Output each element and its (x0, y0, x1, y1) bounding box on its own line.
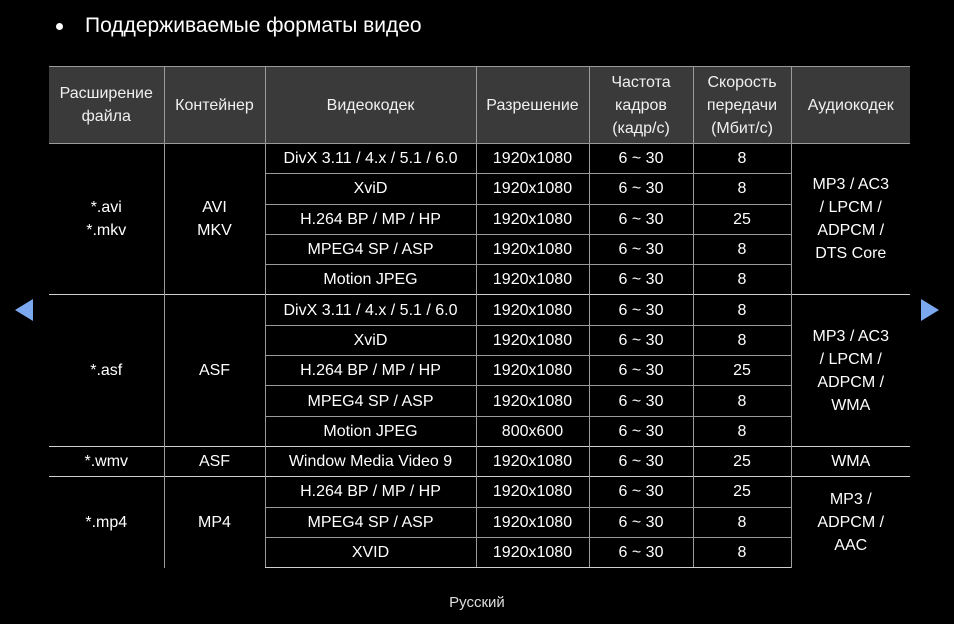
cell-frame-rate: 6 ~ 30 (589, 356, 693, 386)
cell-bitrate: 8 (693, 507, 791, 537)
format-group (49, 144, 910, 295)
cell-frame-rate: 6 ~ 30 (589, 446, 693, 476)
cell-bitrate: 8 (693, 295, 791, 325)
cell-bitrate: 8 (693, 386, 791, 416)
header-audio-codec: Аудиокодек (791, 67, 910, 144)
cell-bitrate: 8 (693, 265, 791, 295)
cell-video-codec: MPEG4 SP / ASP (265, 507, 476, 537)
cell-frame-rate: 6 ~ 30 (589, 537, 693, 567)
cell-bitrate: 8 (693, 234, 791, 264)
arrow-left-icon[interactable] (15, 299, 33, 321)
table-row (49, 144, 910, 174)
cell-frame-rate: 6 ~ 30 (589, 265, 693, 295)
cell-resolution: 1920x1080 (476, 174, 589, 204)
cell-frame-rate: 6 ~ 30 (589, 507, 693, 537)
header-bitrate: Скорость передачи (Мбит/с) (693, 67, 791, 144)
formats-table (49, 66, 910, 568)
cell-frame-rate: 6 ~ 30 (589, 204, 693, 234)
cell-bitrate: 8 (693, 325, 791, 355)
cell-video-codec: DivX 3.11 / 4.x / 5.1 / 6.0 (265, 144, 476, 174)
cell-bitrate: 25 (693, 356, 791, 386)
table-header-row (49, 67, 910, 144)
cell-resolution: 1920x1080 (476, 144, 589, 174)
cell-frame-rate: 6 ~ 30 (589, 234, 693, 264)
cell-video-codec: DivX 3.11 / 4.x / 5.1 / 6.0 (265, 295, 476, 325)
cell-resolution: 800x600 (476, 416, 589, 446)
header-video-codec: Видеокодек (265, 67, 476, 144)
cell-frame-rate: 6 ~ 30 (589, 295, 693, 325)
cell-audio-codec: MP3 / AC3 / LPCM / ADPCM / DTS Core (791, 144, 910, 295)
format-group (49, 295, 910, 446)
cell-video-codec: XviD (265, 174, 476, 204)
cell-bitrate: 8 (693, 416, 791, 446)
cell-extension: *.wmv (49, 446, 164, 476)
cell-video-codec: XviD (265, 325, 476, 355)
cell-video-codec: H.264 BP / MP / HP (265, 477, 476, 507)
cell-resolution: 1920x1080 (476, 234, 589, 264)
cell-video-codec: XVID (265, 537, 476, 567)
header-resolution: Разрешение (476, 67, 589, 144)
footer-language: Русский (449, 594, 505, 611)
cell-audio-codec: MP3 / AC3 / LPCM / ADPCM / WMA (791, 295, 910, 446)
cell-frame-rate: 6 ~ 30 (589, 174, 693, 204)
cell-audio-codec: MP3 / ADPCM / AAC (791, 477, 910, 568)
cell-container: AVI MKV (164, 144, 265, 295)
page-title (56, 14, 422, 38)
cell-frame-rate: 6 ~ 30 (589, 386, 693, 416)
cell-bitrate: 25 (693, 446, 791, 476)
cell-video-codec: H.264 BP / MP / HP (265, 356, 476, 386)
bullet-icon (56, 23, 63, 30)
cell-resolution: 1920x1080 (476, 265, 589, 295)
header-container: Контейнер (164, 67, 265, 144)
page-title-text: Поддерживаемые форматы видео (85, 14, 422, 37)
format-group (49, 477, 910, 568)
table-row (49, 477, 910, 507)
cell-resolution: 1920x1080 (476, 295, 589, 325)
header-extension: Расширение файла (49, 67, 164, 144)
cell-resolution: 1920x1080 (476, 204, 589, 234)
table-row (49, 446, 910, 476)
cell-frame-rate: 6 ~ 30 (589, 416, 693, 446)
cell-extension: *.avi *.mkv (49, 144, 164, 295)
cell-video-codec: Window Media Video 9 (265, 446, 476, 476)
cell-container: MP4 (164, 477, 265, 568)
cell-resolution: 1920x1080 (476, 386, 589, 416)
cell-container: ASF (164, 446, 265, 476)
cell-resolution: 1920x1080 (476, 507, 589, 537)
cell-container: ASF (164, 295, 265, 446)
cell-frame-rate: 6 ~ 30 (589, 477, 693, 507)
cell-video-codec: Motion JPEG (265, 265, 476, 295)
cell-frame-rate: 6 ~ 30 (589, 144, 693, 174)
cell-bitrate: 25 (693, 477, 791, 507)
cell-resolution: 1920x1080 (476, 446, 589, 476)
cell-resolution: 1920x1080 (476, 537, 589, 567)
cell-bitrate: 25 (693, 204, 791, 234)
cell-video-codec: H.264 BP / MP / HP (265, 204, 476, 234)
cell-frame-rate: 6 ~ 30 (589, 325, 693, 355)
cell-video-codec: MPEG4 SP / ASP (265, 386, 476, 416)
table-header (49, 67, 910, 144)
table-row (49, 295, 910, 325)
cell-bitrate: 8 (693, 144, 791, 174)
cell-extension: *.asf (49, 295, 164, 446)
header-frame-rate: Частота кадров (кадр/с) (589, 67, 693, 144)
cell-resolution: 1920x1080 (476, 356, 589, 386)
arrow-right-icon[interactable] (921, 299, 939, 321)
cell-bitrate: 8 (693, 174, 791, 204)
cell-video-codec: MPEG4 SP / ASP (265, 234, 476, 264)
format-group (49, 446, 910, 476)
cell-resolution: 1920x1080 (476, 325, 589, 355)
cell-bitrate: 8 (693, 537, 791, 567)
cell-audio-codec: WMA (791, 446, 910, 476)
cell-video-codec: Motion JPEG (265, 416, 476, 446)
cell-extension: *.mp4 (49, 477, 164, 568)
cell-resolution: 1920x1080 (476, 477, 589, 507)
